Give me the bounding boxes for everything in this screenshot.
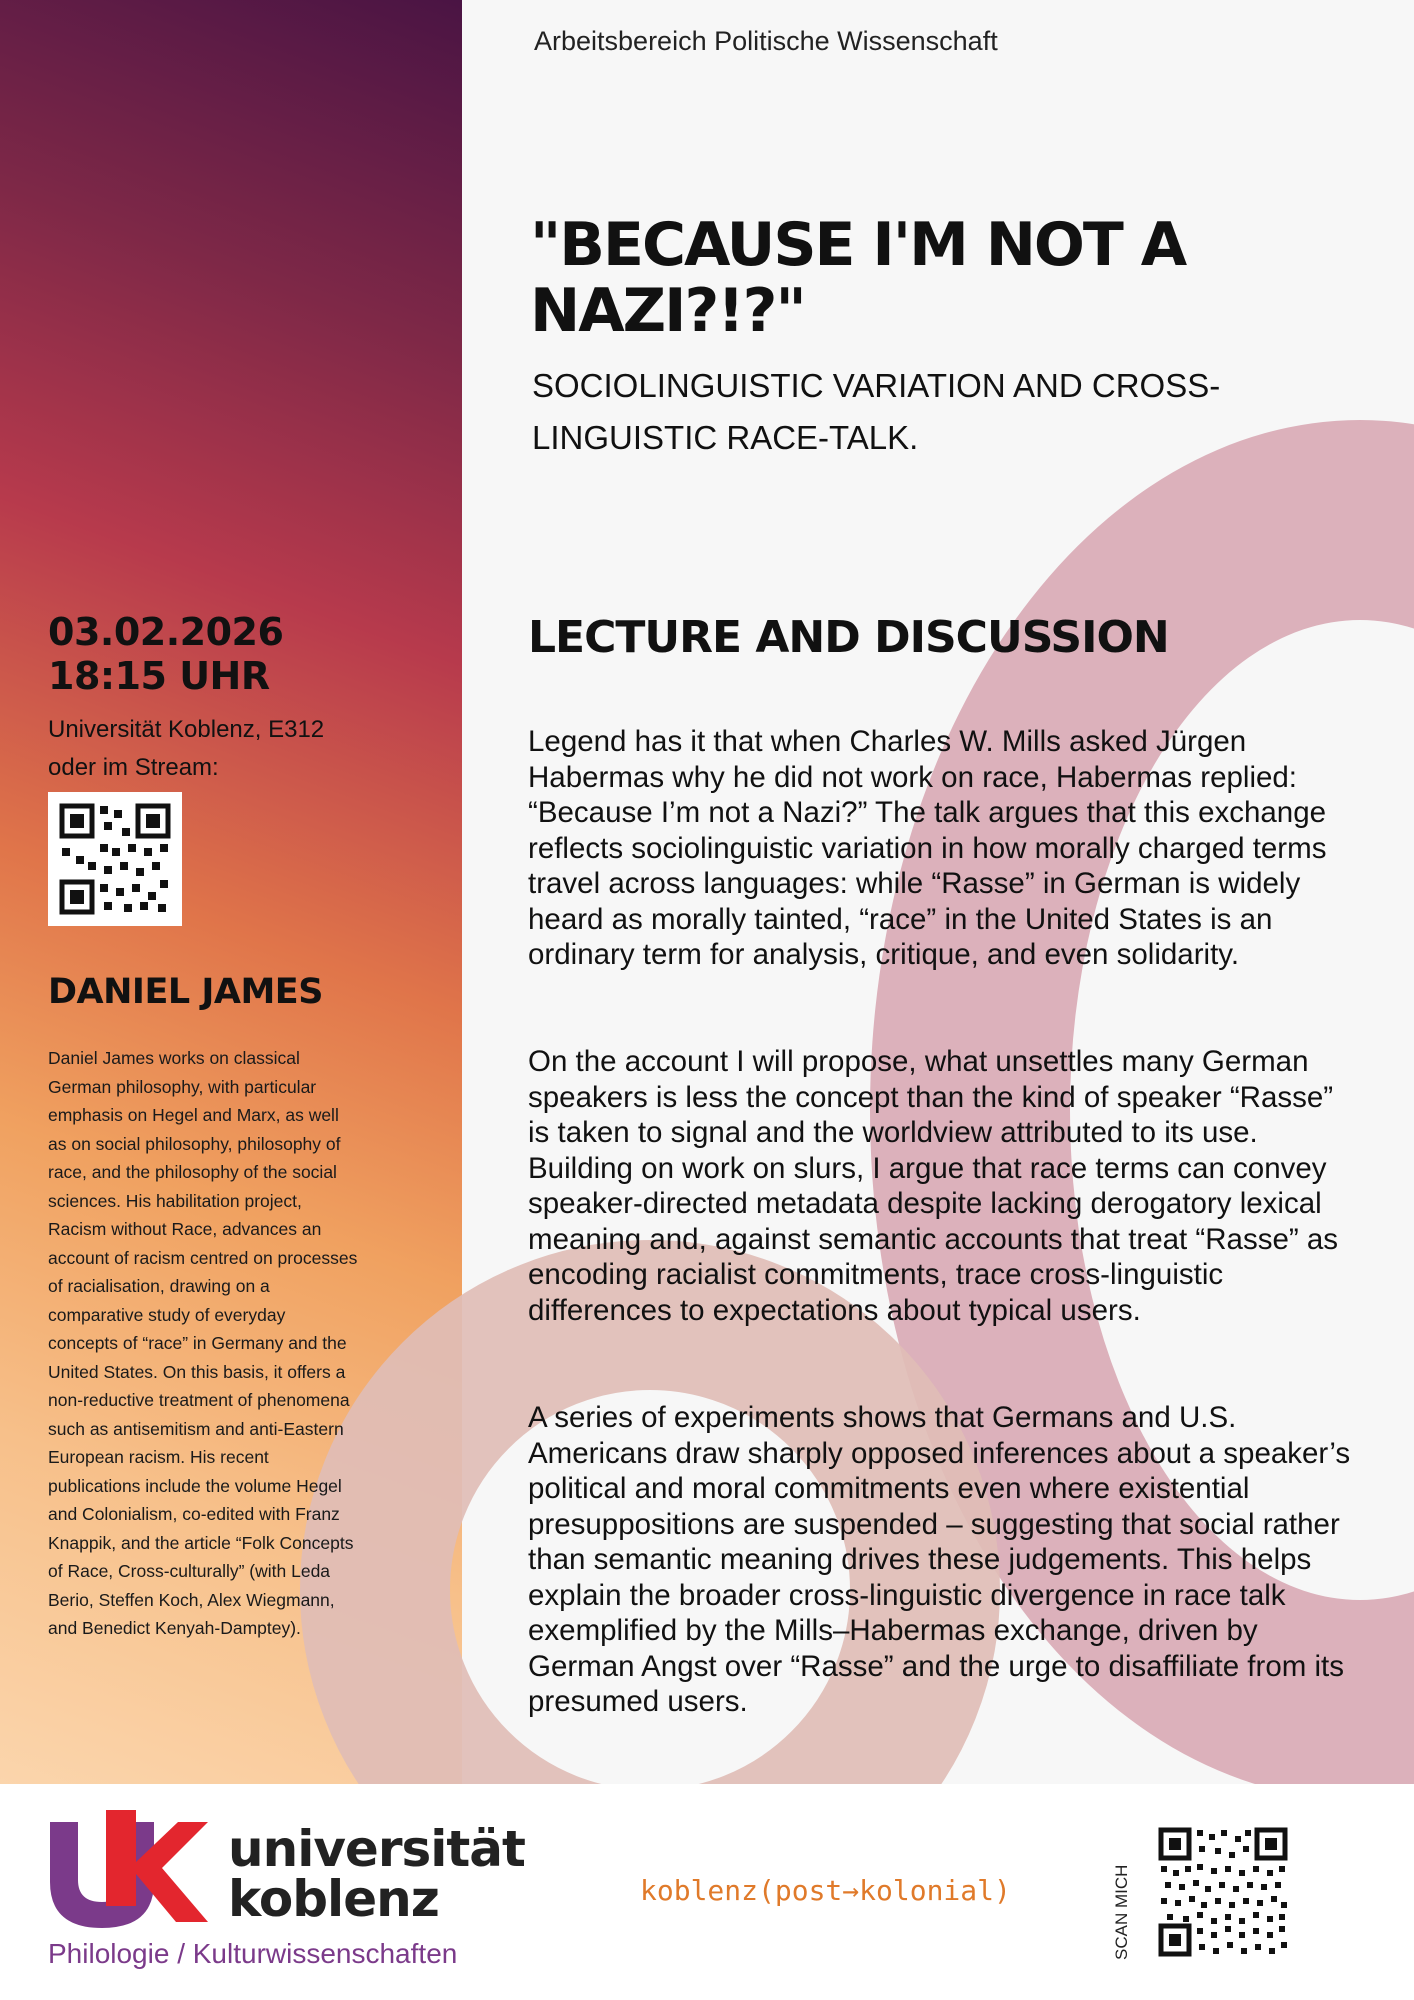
lecture-paragraph: On the account I will propose, what unsettles many German speakers is less the concept than the kind of speaker “Rasse” is taken to signal and the worldview attributed to its use. Building on work on slurs, I argue that race terms can convey speaker-directed metadata despite lacking derogatory lexical meaning and, against semantic accounts that treat “Rasse” as encoding racialist commitments, trace cross-linguistic differences to expectations about typical users. (528, 1045, 1339, 1327)
lecture-heading: LECTURE AND DISCUSSION (528, 612, 1169, 663)
university-name (228, 1820, 525, 1928)
lecture-paragraph: Legend has it that when Charles W. Mills asked Jürgen Habermas why he did not work on race, Habermas replied: “Because I’m not a Nazi?” The talk argues that this exchange reflects sociolinguistic variation in how morally charged terms travel across languages: while “Rasse” in German is widely heard as morally tainted, “race” in the United States is an ordinary term for analysis, critique, and even solidarity. (528, 725, 1327, 971)
speaker-name: DANIEL JAMES (48, 972, 323, 1012)
series-logo: koblenz(post→kolonial) (640, 1874, 1011, 1907)
event-location: Universität Koblenz, E312 (48, 716, 325, 743)
speaker-bio: Daniel James works on classical German philosophy, with particular emphasis on Hegel and Marx, as well as on social philosophy, philosophy of race, and the philosophy of the social sciences. His habilitation project, Racism without Race, advances an account of racism centred on processes of racialisation, drawing on a comparative study of everyday concepts of “race” in Germany and the United States. On this basis, it offers a non-reductive treatment of phenomena such as antisemitism and anti-Eastern European racism. His recent publications include the volume Hegel and Colonialism, co-edited with Franz Knappik, and the article “Folk Concepts of Race, Cross-culturally” (with Leda Berio, Steffen Koch, Alex Wiegmann, and Benedict Kenyah-Damptey). (48, 1048, 358, 1638)
lecture-paragraph: A series of experiments shows that Germans and U.S. Americans draw sharply opposed inferences about a speaker’s political and moral commitments even where existential presuppositions are suspended – suggesting that social rather than semantic meaning drives these judgements. This helps explain the broader cross-linguistic divergence in race talk exemplified by the Mills–Habermas exchange, driven by German Angst over “Rasse” and the urge to disaffiliate from its presumed users. (528, 1401, 1351, 1718)
poster-subtitle: SOCIOLINGUISTIC VARIATION AND CROSS-LINGUISTIC RACE-TALK. (532, 367, 1221, 456)
poster-title: "BECAUSE I'M NOT A NAZI?!?" (530, 210, 1186, 346)
footer-qr-code-icon[interactable] (1157, 1826, 1289, 1958)
event-time: 18:15 UHR (48, 654, 270, 698)
faculty-label: Philologie / Kulturwissenschaften (48, 1938, 458, 1969)
stream-label: oder im Stream: (48, 754, 219, 781)
event-datetime (48, 610, 283, 698)
department-label: Arbeitsbereich Politische Wissenschaft (534, 26, 998, 56)
university-name-line1: universität (228, 1820, 525, 1878)
stream-qr-code-icon[interactable] (48, 792, 182, 926)
event-date: 03.02.2026 (48, 610, 284, 654)
uk-logo-icon (48, 1810, 208, 1930)
university-name-line2: koblenz (228, 1870, 439, 1928)
scan-label: SCAN MICH (1112, 1864, 1131, 1960)
